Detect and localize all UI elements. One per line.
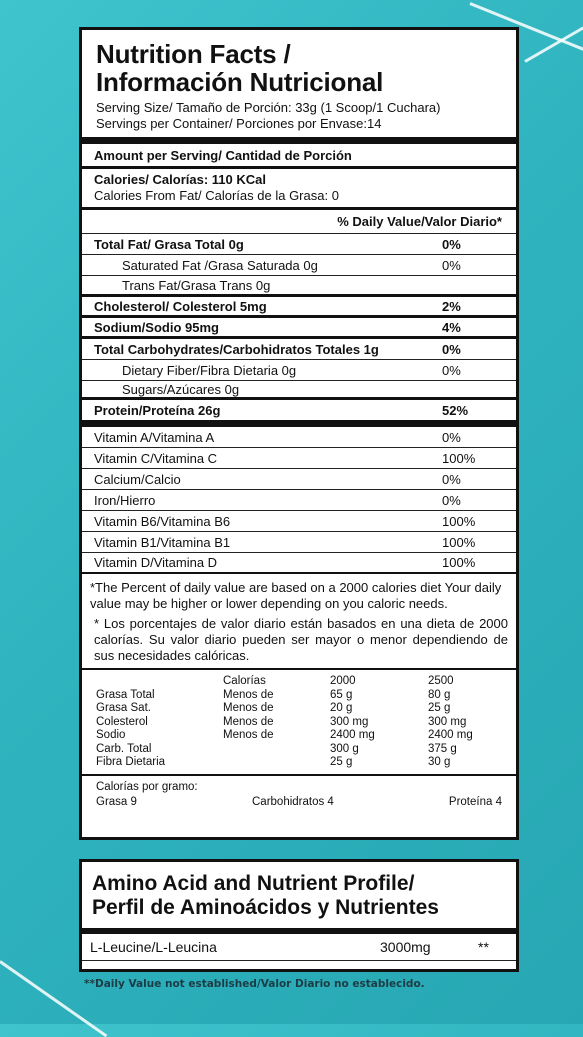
nutrient-name: Cholesterol/ Colesterol 5mg: [94, 298, 267, 314]
nutrient-row: [82, 297, 516, 318]
reference-cell: Menos de: [223, 715, 274, 728]
reference-row: [96, 702, 502, 716]
vitamin-dv: 100%: [442, 555, 476, 570]
vitamin-row: [82, 427, 516, 448]
calories-per-gram: [82, 776, 516, 814]
reference-cell: 2400 mg: [428, 729, 473, 741]
title-line-1: Nutrition Facts /: [96, 39, 291, 69]
reference-cell: Grasa Total: [96, 688, 155, 701]
vitamin-row: [82, 469, 516, 490]
daily-value-header-label: % Daily Value/Valor Diario*: [337, 214, 502, 229]
cpg-carbs: Carbohidratos 4: [252, 795, 334, 808]
reference-row: [96, 729, 502, 743]
vitamin-name: Vitamin B1/Vitamina B1: [94, 534, 231, 550]
vitamin-dv: 100%: [442, 534, 476, 550]
daily-value-header: [82, 210, 516, 234]
amino-acid-panel: [79, 859, 519, 972]
reference-cell: [96, 675, 223, 689]
footnote-english: *The Percent of daily value are based on a 2000 calories diet Your daily value may be higher or lower depending on you caloric needs.: [90, 580, 502, 611]
calories-per-gram-values: [96, 795, 502, 810]
vitamin-row: [82, 553, 516, 574]
footnote-spanish: * Los porcentajes de valor diario están basados en una dieta de 2000 calorías. Su valor diario pueden ser mayor o menor dependiendo de sus necesidades calóricas.: [94, 616, 508, 663]
reference-cell: Menos de: [223, 688, 274, 701]
amino-title-line-1: Amino Acid and Nutrient Profile/: [92, 872, 415, 895]
reference-row: [96, 689, 502, 703]
vitamin-name: Vitamin A/Vitamina A: [94, 429, 215, 445]
reference-cell: 2400 mg: [330, 729, 375, 741]
nutrient-row: [82, 381, 516, 400]
nutrient-row: [82, 360, 516, 381]
nutrient-name: Total Fat/ Grasa Total 0g: [94, 236, 244, 252]
vitamin-name: Vitamin B6/Vitamina B6: [94, 513, 231, 529]
nutrient-row: [82, 234, 516, 255]
calories: Calories/ Calorías: 110 KCal: [94, 172, 266, 187]
reference-header-row: [96, 675, 502, 689]
nutrient-row: [82, 255, 516, 276]
nutrient-dv: 52%: [442, 402, 469, 418]
nutrition-facts-panel: [79, 27, 519, 840]
thick-divider: [82, 137, 516, 144]
vitamin-name: Iron/Hierro: [94, 492, 156, 508]
amount-per-serving-label: Amount per Serving/ Cantidad de Porción: [94, 147, 352, 163]
title-line-2: Información Nutricional: [96, 67, 384, 97]
reference-cell: 65 g: [330, 688, 353, 701]
reference-cell: 2500: [428, 675, 454, 687]
reference-cell: [223, 756, 330, 770]
nutrient-row: [82, 318, 516, 339]
vitamin-name: Calcium/Calcio: [94, 471, 181, 487]
nutrient-dv: 0%: [442, 362, 461, 378]
amino-title: [82, 862, 516, 920]
reference-cell: 300 mg: [428, 715, 467, 728]
reference-cell: 25 g: [428, 702, 451, 714]
vitamin-name: Vitamin C/Vitamina C: [94, 450, 218, 466]
amino-row: [82, 934, 516, 961]
nutrient-dv: 2%: [442, 298, 461, 314]
vitamin-row: [82, 511, 516, 532]
vitamin-row: [82, 532, 516, 553]
vitamin-dv: 0%: [442, 429, 461, 445]
nutrient-dv: 0%: [442, 236, 461, 252]
calories-block: [82, 169, 516, 210]
reference-cell: 80 g: [428, 688, 451, 701]
reference-cell: 25 g: [330, 756, 353, 768]
reference-cell: Menos de: [223, 702, 274, 714]
reference-cell: Sodio: [96, 729, 126, 741]
nutrient-name: Protein/Proteína 26g: [94, 402, 221, 418]
vitamin-dv: 0%: [442, 492, 461, 508]
nutrient-name: Sugars/Azúcares 0g: [122, 381, 240, 397]
reference-cell: 300 mg: [330, 715, 369, 728]
amino-dv: **: [478, 939, 489, 955]
reference-cell: Calorías: [223, 675, 266, 687]
nutrient-dv: 0%: [442, 257, 461, 273]
vitamin-dv: 100%: [442, 513, 476, 529]
amino-title-line-2: Perfil de Aminoácidos y Nutrientes: [92, 896, 439, 919]
footnotes: [82, 574, 516, 670]
nutrient-row: [82, 400, 516, 420]
nutrient-row: [82, 339, 516, 360]
nutrient-name: Trans Fat/Grasa Trans 0g: [122, 277, 271, 293]
cpg-fat: Grasa 9: [96, 795, 137, 808]
cpg-protein: Proteína 4: [448, 795, 502, 808]
reference-row: [96, 716, 502, 730]
vitamin-dv: 100%: [442, 450, 476, 466]
nutrient-name: Sodium/Sodio 95mg: [94, 319, 219, 335]
vitamin-dv: 0%: [442, 471, 461, 487]
amount-per-serving: [82, 144, 516, 169]
thick-divider: [82, 420, 516, 427]
reference-values: [82, 670, 516, 776]
reference-cell: 375 g: [428, 742, 457, 755]
reference-cell: 300 g: [330, 742, 359, 755]
reference-cell: [223, 743, 330, 757]
calories-from-fat: Calories From Fat/ Calorías de la Grasa: 0: [94, 188, 339, 203]
vitamin-name: Vitamin D/Vitamina D: [94, 555, 218, 570]
serving-size: Serving Size/ Tamaño de Porción: 33g (1 Scoop/1 Cuchara): [96, 100, 441, 115]
amino-name: L-Leucine/L-Leucina: [90, 939, 217, 955]
reference-cell: 20 g: [330, 702, 353, 714]
reference-cell: Colesterol: [96, 715, 148, 728]
reference-cell: 30 g: [428, 756, 451, 768]
vitamin-row: [82, 448, 516, 469]
reference-cell: Menos de: [223, 729, 274, 741]
nutrient-dv: 4%: [442, 319, 461, 335]
nutrient-name: Dietary Fiber/Fibra Dietaria 0g: [122, 362, 297, 378]
nutrient-name: Saturated Fat /Grasa Saturada 0g: [122, 257, 318, 273]
reference-row: [96, 756, 502, 770]
amino-amount: 3000mg: [380, 939, 431, 955]
calories-per-gram-title: Calorías por gramo:: [96, 780, 198, 793]
reference-cell: Grasa Sat.: [96, 702, 151, 714]
reference-cell: Fibra Dietaria: [96, 756, 166, 768]
nutrient-name: Total Carbohydrates/Carbohidratos Totales 1g: [94, 341, 379, 357]
servings-per-container: Servings per Container/ Porciones por Envase:14: [96, 116, 382, 131]
reference-table: [96, 675, 502, 770]
reference-cell: 2000: [330, 675, 356, 687]
vitamin-row: [82, 490, 516, 511]
footer-note: **Daily Value not established/Valor Diario no establecido.: [84, 978, 425, 990]
reference-cell: Carb. Total: [96, 742, 152, 755]
nutrient-dv: 0%: [442, 341, 461, 357]
nutrient-row: [82, 276, 516, 297]
reference-row: [96, 743, 502, 757]
nutrition-header: [82, 30, 516, 132]
